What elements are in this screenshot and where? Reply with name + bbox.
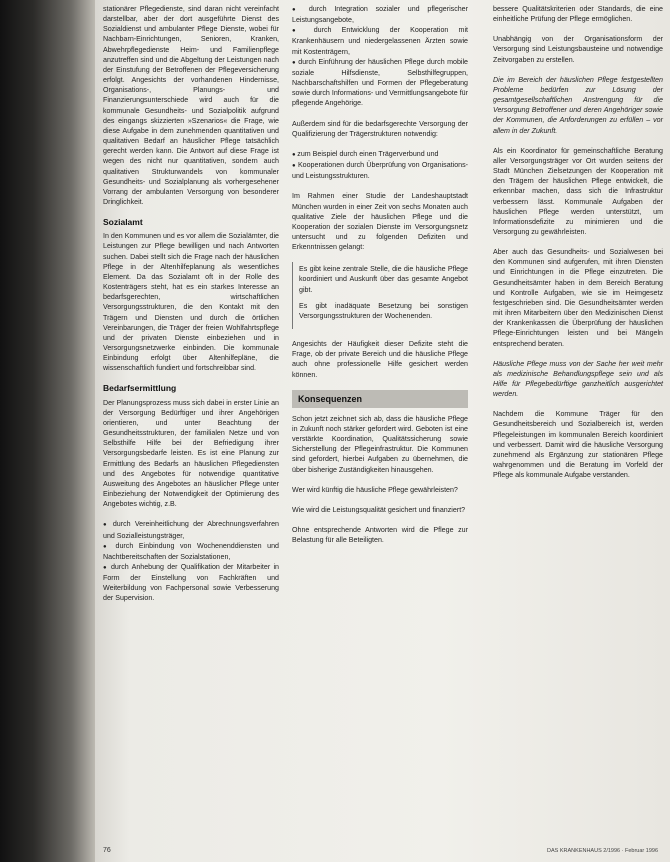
section-banner-heading: Konsequenzen xyxy=(292,390,468,408)
paragraph: Im Rahmen einer Studie der Landeshauptstadt München wurden in einer Zeit von sechs Monaten auch qualitative Ziele der häuslichen Pflege und die Kooperation der sozialen Dienste im Versorgungsnetz untersucht und zu folgenden Defiziten und Erkenntnissen gelangt: xyxy=(292,192,468,252)
list-item: ● durch Einführung der häuslichen Pflege durch mobile soziale Hilfsdienste, Selbsthilfegruppen, Nachbarschaftshilfen und Formen der Pflegeberatung sowie durch Informations- und Vermittlungsangebote für pflegende Angehörige. xyxy=(292,57,468,109)
italic-paragraph: Die im Bereich der häuslichen Pflege festgestellten Probleme bedürfen zur Lösung der gesamtgesellschaftlichen Anstrengung für die Versorgung Betroffener und deren Angehöriger sowie der Kommunen, die Anforderungen zu erfüllen – vor allem in der Zukunft. xyxy=(493,75,663,135)
question: Wer wird künftig die häusliche Pflege gewährleisten? xyxy=(292,485,458,494)
paragraph: Aber auch das Gesundheits- und Sozialwesen bei den Kommunen sind aufgerufen, mit ihren Diensten und Einrichtungen in die Pflege einzutreten. Die Gesundheitsämter haben in dem Bereich Beratung und Kontrolle Aufgaben, wie sie im Heimgesetz festgeschrieben sind. Die Gesundheitsämter werden mit ihren Mitarbeitern über den Medizinischen Dienst der Krankenkassen die Überprüfung der häuslichen Pflege-Einrichtungen leisten und bei Mängeln entsprechend beraten. xyxy=(493,248,663,348)
paragraph: Nachdem die Kommune Träger für den Gesundheitsbereich und Sozialbereich ist, werden Pflegeleistungen im kommunalen Bereich koordiniert und verbessert. Damit wird die häusliche Versorgung zunehmend als Ergänzung zur stationären Pflege wahrgenommen und die Beratung im Vorfeld der Pflege als kommunale Aufgabe verstanden. xyxy=(493,410,663,480)
bullet-list xyxy=(103,519,279,603)
journal-footer: DAS KRANKENHAUS 2/1996 · Februar 1996 xyxy=(547,848,658,854)
list-item: ● durch Anhebung der Qualifikation der Mitarbeiter in Form der Einstellung von Fachkräften und Weiterbildung von Fachpersonal sowie Verbesserung der Supervision. xyxy=(103,562,279,604)
paragraph: stationärer Pflegedienste, sind daran nicht vereinfacht darstellbar, aber der dort ausgeführte Dienst des Sozialdienst und ambulanter Pflege Dienste, wobei für Nachbarn-Einrichtungen, Senioren, Kranken, Abwehrpflegedienste Heim- und Familienpflege anzutreffen sind und die Abgeltung der Leistungen nach der Einstufung der Betroffenen der Pflegeversicherung erfolgt. Angesichts der vorhandenen Hindernisse, Organisations-, Planungs- und Finanzierungsunterschiede wird auch für die kommunale Gesundheits- und Sozialpolitik aufgrund des eingangs skizzierten »Szenarios« die Frage, wie diese Aufgabe in dem zunehmenden quantitativen und qualitativen Bedarf an häuslicher Pflege tatsächlich gerecht werden kann. Die Antwort auf diese Frage ist wegen des nicht nur quantitativen, sondern auch qualitativen Strukturwandels von kommunaler Gesundheits- und Sozialplanung als vorhergesehener Vorrang der ambulanten Versorgung von besonderer Dringlichkeit. xyxy=(103,5,279,206)
book-spine-shadow xyxy=(0,0,95,862)
text-column-left xyxy=(103,4,279,614)
list-item: ● zum Beispiel durch einen Trägerverbund und xyxy=(292,149,468,160)
paragraph: Als ein Koordinator für gemeinschaftliche Beratung aller Versorgungsträger vor Ort wurden seitens der Stadt München Zielsetzungen der Kooperation mit den Trägern der häuslichen Pflege entwickelt, die erkennbar machen, dass sich die Infrastruktur verbessern lässt. Kommunale Aufgaben der häuslichen Pflege werden unterstützt, um Informationsdefizite zu minimieren und die Versorgung zu gewährleisten. xyxy=(493,146,663,236)
paragraph: Der Planungsprozess muss sich dabei in erster Linie an der Versorgung Bedürftiger und ihrer Angehörigen orientieren, und unter Beachtung der Gesundheitsstrukturen, der familialen Netze und von Selbsthilfe Hilfe bei der Befriedigung ihrer Versorgungsbedarfe leisten. Es ist eine Planung zur Ermittlung des Bedarfs an häuslichen Pflegediensten und des Angebotes für notwendige quantitative Ausweitung des Angebotes an häuslicher Pflege unter Einbeziehung der Notwendigkeit der Optimierung des Angebotes wichtig, z.B. xyxy=(103,398,279,509)
text-column-middle xyxy=(292,4,468,555)
list-item: ● durch Einbindung von Wochenenddiensten und Nachtbereitschaften der Sozialstationen, xyxy=(103,541,279,562)
finding-item: Es gibt keine zentrale Stelle, die die häusliche Pflege koordiniert und Auskunft über das gesamte Angebot gibt. xyxy=(299,265,468,294)
paragraph: Angesichts der Häufigkeit dieser Defizite steht die Frage, ob der private Bereich und die häusliche Pflege auch ohne professionelle Hilfe gesichert werden können. xyxy=(292,340,468,379)
page-number: 76 xyxy=(103,847,111,854)
list-item: ● durch Entwicklung der Kooperation mit Krankenhäusern und niedergelassenen Ärzten sowie mit Kostenträgern, xyxy=(292,25,468,56)
question: Wie wird die Leistungsqualität gesichert und finanziert? xyxy=(292,505,466,514)
finding-item: Es gibt inadäquate Besetzung bei sonstigen Versorgungsstrukturen der Wochenenden. xyxy=(299,301,468,320)
italic-paragraph: Häusliche Pflege muss von der Sache her weit mehr als medizinische Behandlungspflege sein und als Hilfe für Pflegebedürftige ganzheitlich ausgerichtet werden. xyxy=(493,359,663,399)
section-heading: Bedarfsermittlung xyxy=(103,383,177,394)
text-column-right xyxy=(493,4,663,490)
paragraph: Schon jetzt zeichnet sich ab, dass die häusliche Pflege in Zukunft noch stärker gefordert wird. Geboten ist eine verstärkte Koordination, Qualitätssicherung sowie Sicherstellung der Pflegeinfrastruktur. Die Kommunen sind gefordert, hierbei Aufgaben zu übernehmen, die über bisherige Zuständigkeiten hinausgehen. xyxy=(292,414,468,474)
list-item: ● durch Integration sozialer und pflegerischer Leistungsangebote, xyxy=(292,4,468,25)
paragraph: In den Kommunen und es vor allem die Sozialämter, die Leistungen zur Pflege bewilligen und nach Antworten suchen. Dabei stellt sich die Frage nach der häuslichen Pflege in der Altenhilfeplanung als wesentliches Element. Da das Sozialamt oft in der Rolle des Kostenträgers steht, hat es ein starkes Interesse an bedarfsgerechten, wirtschaftlichen Versorgungsstrukturen, die den Kontakt mit den Trägern und Diensten und durch die örtlichen Vereinbarungen, die Träger der freien Wohlfahrtspflege und der privaten Dienste einbeziehen und in Versorgungsnetzwerke einbinden. Die kommunale Einbindung erfolgt über Altenhilfepläne, die wissenschaftlich fundiert und fortschreibbar sind. xyxy=(103,232,279,373)
paragraph: Außerdem sind für die bedarfsgerechte Versorgung der Qualifizierung der Trägerstrukturen notwendig: xyxy=(292,119,468,138)
highlighted-statement xyxy=(493,75,663,136)
highlighted-statement xyxy=(493,359,663,400)
document-page xyxy=(95,0,670,862)
findings-box xyxy=(292,262,468,329)
bullet-list xyxy=(292,149,468,181)
paragraph: bessere Qualitätskriterien oder Standards, die eine einheitliche Prüfung der Pflege ermöglichen. xyxy=(493,5,663,24)
list-item: ● Kooperationen durch Überprüfung von Organisations- und Leistungsstrukturen. xyxy=(292,160,468,181)
section-heading: Sozialamt xyxy=(103,217,143,228)
paragraph: Ohne entsprechende Antworten wird die Pflege zur Belastung für alle Beteiligten. xyxy=(292,526,468,545)
paragraph: Unabhängig von der Organisationsform der Versorgung sind Leistungsbausteine und notwendige Zeitvorgaben zu erstellen. xyxy=(493,35,663,64)
list-item: ● durch Vereinheitlichung der Abrechnungsverfahren und Sozialleistungsträger, xyxy=(103,519,279,540)
bullet-list xyxy=(292,4,468,109)
